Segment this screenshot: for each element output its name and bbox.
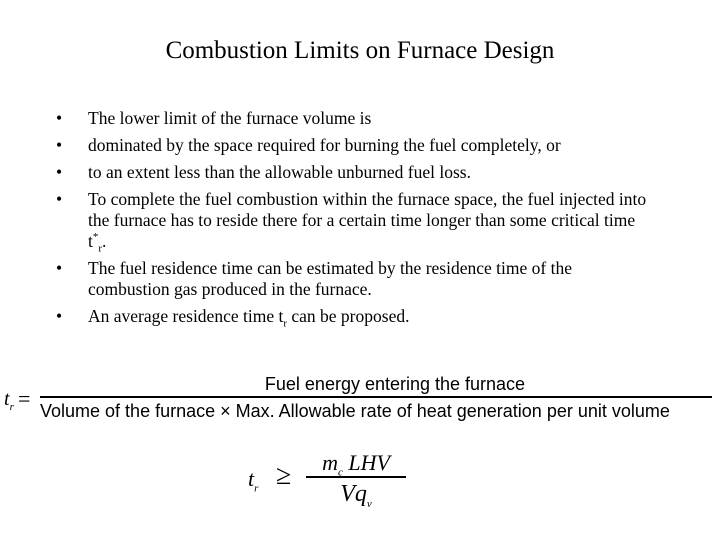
subscript-r: r — [98, 242, 103, 255]
variable-lhv: LHV — [342, 450, 390, 475]
inequality-numerator — [306, 450, 406, 479]
bullet-marker: • — [56, 108, 63, 128]
residence-time-inequality — [244, 450, 414, 520]
subscript-v: v — [366, 497, 372, 510]
subscript-r: r — [254, 482, 259, 495]
bullet-text — [88, 306, 410, 330]
equation-numerator: Fuel energy entering the furnace — [264, 374, 526, 394]
bullet-text — [88, 189, 647, 255]
inequality-fraction — [306, 450, 406, 508]
bullet-text-end: can be proposed. — [287, 306, 410, 326]
bullet-marker: • — [56, 135, 63, 155]
variable-vq: Vq — [340, 480, 367, 507]
bullet-text: The lower limit of the furnace volume is — [88, 108, 372, 128]
bullet-item — [56, 108, 656, 129]
bullet-item — [56, 135, 656, 156]
bullet-list — [56, 108, 656, 333]
bullet-marker: • — [56, 306, 63, 326]
bullet-marker: • — [56, 258, 63, 278]
superscript-asterisk: * — [92, 231, 99, 244]
bullet-marker: • — [56, 162, 63, 182]
bullet-text: dominated by the space required for burning the fuel completely, or — [88, 135, 561, 155]
subscript-c: c — [337, 466, 343, 479]
variable-m: m — [322, 450, 338, 475]
inequality-lhs — [248, 466, 259, 495]
equation-fraction — [40, 372, 712, 424]
bullet-item — [56, 162, 656, 183]
bullet-text-main: An average residence time t — [88, 306, 284, 326]
variable-t: t — [4, 388, 10, 410]
slide-title: Combustion Limits on Furnace Design — [165, 37, 555, 64]
variable-t: t — [248, 466, 255, 491]
bullet-text: The fuel residence time can be estimated by the residence time of the combustion gas produced in the furnace. — [88, 258, 572, 299]
inequality-denominator — [306, 478, 406, 508]
bullet-item — [56, 306, 656, 330]
subscript-r: r — [283, 317, 287, 330]
bullet-item — [56, 258, 656, 300]
equals-sign: = — [18, 386, 31, 411]
subscript-r: r — [9, 401, 14, 413]
bullet-marker: • — [56, 189, 63, 209]
bullet-text: to an extent less than the allowable unburned fuel loss. — [88, 162, 471, 182]
residence-time-definition-equation — [4, 372, 716, 432]
bullet-item — [56, 189, 656, 255]
equation-lhs — [4, 388, 14, 411]
greater-equal-sign: ≥ — [276, 460, 292, 491]
bullet-text-end: . — [102, 231, 107, 251]
bullet-text-main: To complete the fuel combustion within the furnace space, the fuel injected into the furnace has to reside there for a certain time longer than some critical time t — [88, 189, 647, 251]
equation-denominator: Volume of the furnace × Max. Allowable rate of heat generation per unit volume — [40, 400, 670, 421]
